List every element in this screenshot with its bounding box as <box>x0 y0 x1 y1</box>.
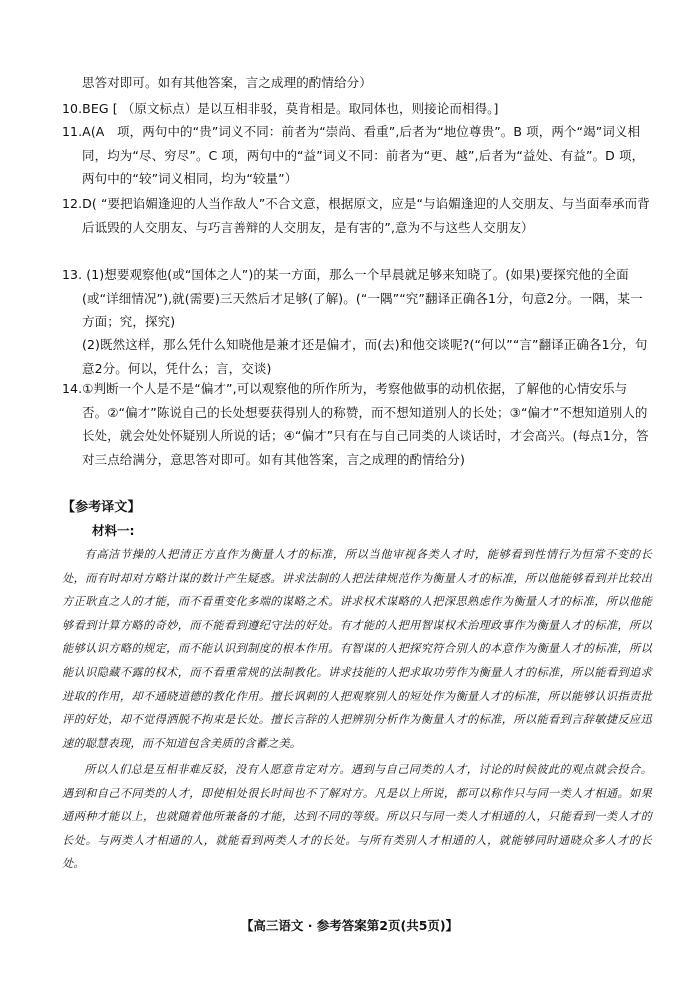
page-footer: 【高三语文 · 参考答案第2页(共5页)】 <box>240 918 459 933</box>
translation-paragraph-1: 有高洁节操的人把清正方直作为衡量人才的标准，所以当他审视各类人才时，能够看到性情行为恒常不变的长处，而有时却对方略计谋的数计产生疑惑。讲求法制的人把法律规范作为衡量人才的标准，所以他能够看到并比较出方正耿直之人的才能，而不看重变化多端的谋略之术。讲求权术谋略的人把深思熟虑作为衡量人才的标准，所以他能够看到计算方略的奇妙，而不能看到遵纪守法的好处。有才能的人把用智谋权术治理政事作为衡量人才的标准，所以能够认识方略的规定，而不能认识到制度的根本作用。有智谋的人把探究符合别人的本意作为衡量人才的标准，所以能认识隐藏不露的权术，而不看重常规的法制教化。讲求技能的人把求取功劳作为衡量人才的标准，所以能看到追求进取的作用，却不通晓道德的教化作用。擅长讽刺的人把观察别人的短处作为衡量人才的标准，所以能够认识指责批评的好处，却不觉得洒脱不拘束是长处。擅长言辞的人把辨别分析作为衡量人才的标准，所以能看到言辞敏捷反应迅速的聪慧表现，而不知道包含美质的含蓄之美。 <box>62 548 652 750</box>
answer-q12: 12.D( “要把谄媚逢迎的人当作敌人”不合文意，根据原文，应是“与谄媚逢迎的人交朋友、与当面奉承而背后诋毁的人交朋友、与巧言善辩的人交朋友，是有害的”,意为不与这些人交朋友） <box>62 196 650 235</box>
section-title-reference-translation: 【参考译文】 <box>62 500 141 515</box>
translation-paragraph-2: 所以人们总是互相非难反驳，没有人愿意肯定对方。遇到与自己同类的人才，讨论的时候彼此的观点就会投合。遇到和自己不同类的人才，即使相处很长时间也不了解对方。凡是以上所说，都可以称作只与同一类人才相通。如果通两种才能以上，也就随着他所兼备的才能，达到不同的等级。所以只与同一类人才相通的人，只能看到一类人才的长处。与两类人才相通的人，就能看到两类人才的长处。与所有类别人才相通的人，就能够同时通晓众多人才的长处。 <box>62 763 652 871</box>
answer-q14: 14.①判断一个人是不是“偏才”,可以观察他的所作所为，考察他做事的动机依据，了解他的心情安乐与否。②“偏才”陈说自己的长处想要获得别人的称赞，而不想知道别人的长处；③“偏才”不想知道别人的长处，就会处处怀疑别人所说的话；④“偏才”只有在与自己同类的人谈话时，才会高兴。(每点1分，答对三点给满分，意思答对即可。如有其他答案，言之成理的酌情给分) <box>62 381 649 467</box>
answer-q13-part2: (2)既然这样，那么凭什么知晓他是兼才还是偏才，而(去)和他交谈呢?(“何以”“言”翻译正确各1分，句意2分。何以，凭什么；言，交谈) <box>82 337 648 376</box>
answer-q10: 10.BEG [ （原文标点）是以互相非驳，莫肯相是。取同体也，则接论而相得。] <box>62 101 499 116</box>
answer-q13-part1: 13. (1)想要观察他(或“国体之人”)的某一方面，那么一个早晨就足够来知晓了。(如果)要探究他的全面(或“详细情况”),就(需要)三天然后才足够(了解)。(“一隅”“究”翻译正确各1分，句意2分。一隅，某一方面；究，探究) <box>62 267 643 330</box>
answer-line-continued: 思答对即可。如有其他答案，言之成理的酌情给分） <box>82 75 372 90</box>
answer-q11: 11.A(A 项，两句中的“贵”词义不同：前者为“崇尚、看重”,后者为“地位尊贵”。B 项，两个“竭”词义相同，均为“尽、穷尽”。C 项，两句中的“益”词义不同：前者为“更、越”,后者为“益处、有益”。D 项，两句中的“较”词义相同，均为“较量”） <box>62 124 645 187</box>
material-one-label: 材料一: <box>92 523 135 538</box>
